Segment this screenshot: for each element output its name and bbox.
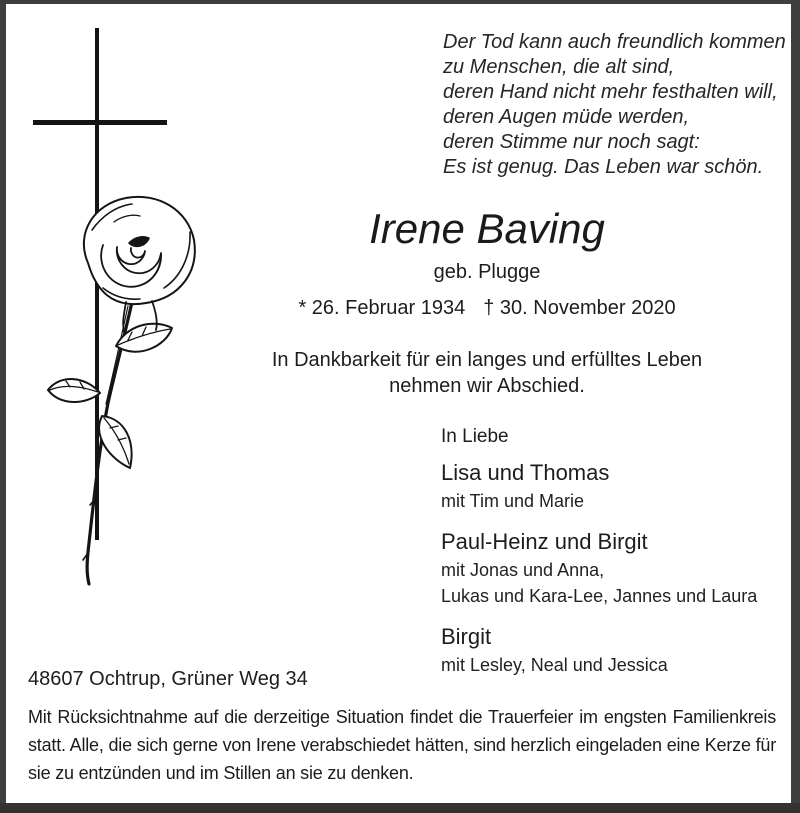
mourner-children: mit Tim und Marie (441, 491, 585, 511)
poem-line: deren Augen müde werden, (443, 106, 690, 128)
farewell-line: nehmen wir Abschied. (389, 375, 585, 397)
mourner-children: mit Lesley, Neal und Jessica (441, 655, 668, 675)
poem-line: zu Menschen, die alt sind, (443, 56, 675, 78)
poem-line: Es ist genug. Das Leben war schön. (443, 156, 764, 178)
scan-border-right (791, 0, 800, 813)
address: 48607 Ochtrup, Grüner Weg 34 (28, 668, 308, 690)
mourner-group (441, 622, 757, 678)
mourner-children: Lukas und Kara-Lee, Jannes und Laura (441, 586, 758, 606)
salutation: In Liebe (441, 426, 509, 447)
cross-horizontal-bar (33, 120, 167, 125)
mourner-name: Paul-Heinz und Birgit (441, 529, 648, 554)
mourner-group (441, 458, 757, 514)
mourner-group (441, 527, 757, 609)
poem-line: deren Hand nicht mehr festhalten will, (443, 81, 778, 103)
scan-border-left (0, 0, 6, 813)
rose-icon (28, 188, 198, 588)
mourners-list (441, 458, 757, 691)
maiden-name: geb. Plugge (433, 261, 541, 283)
scan-border-bottom (0, 803, 800, 813)
poem-line: deren Stimme nur noch sagt: (443, 131, 700, 153)
poem (443, 30, 786, 180)
poem-line: Der Tod kann auch freundlich kommen (443, 31, 786, 53)
life-dates (180, 296, 794, 320)
name-block (180, 204, 794, 320)
scan-border-top (0, 0, 800, 4)
death-date: † 30. November 2020 (483, 297, 676, 319)
deceased-name: Irene Baving (369, 205, 605, 252)
farewell-line: In Dankbarkeit für ein langes und erfülltes Leben (271, 349, 703, 371)
mourner-name: Birgit (441, 624, 492, 649)
birth-date: * 26. Februar 1934 (298, 297, 466, 319)
mourner-name: Lisa und Thomas (441, 460, 610, 485)
mourner-children: mit Jonas und Anna, (441, 560, 605, 580)
farewell-text (180, 347, 794, 399)
closing-paragraph: Mit Rücksichtnahme auf die derzeitige Situation findet die Trauerfeier im engsten Familienkreis statt. Alle, die sich gerne von Irene verabschiedet hätten, sind herzlich eingeladen eine Kerze für sie zu entzünden und im Stillen an sie zu denken. (28, 707, 776, 783)
